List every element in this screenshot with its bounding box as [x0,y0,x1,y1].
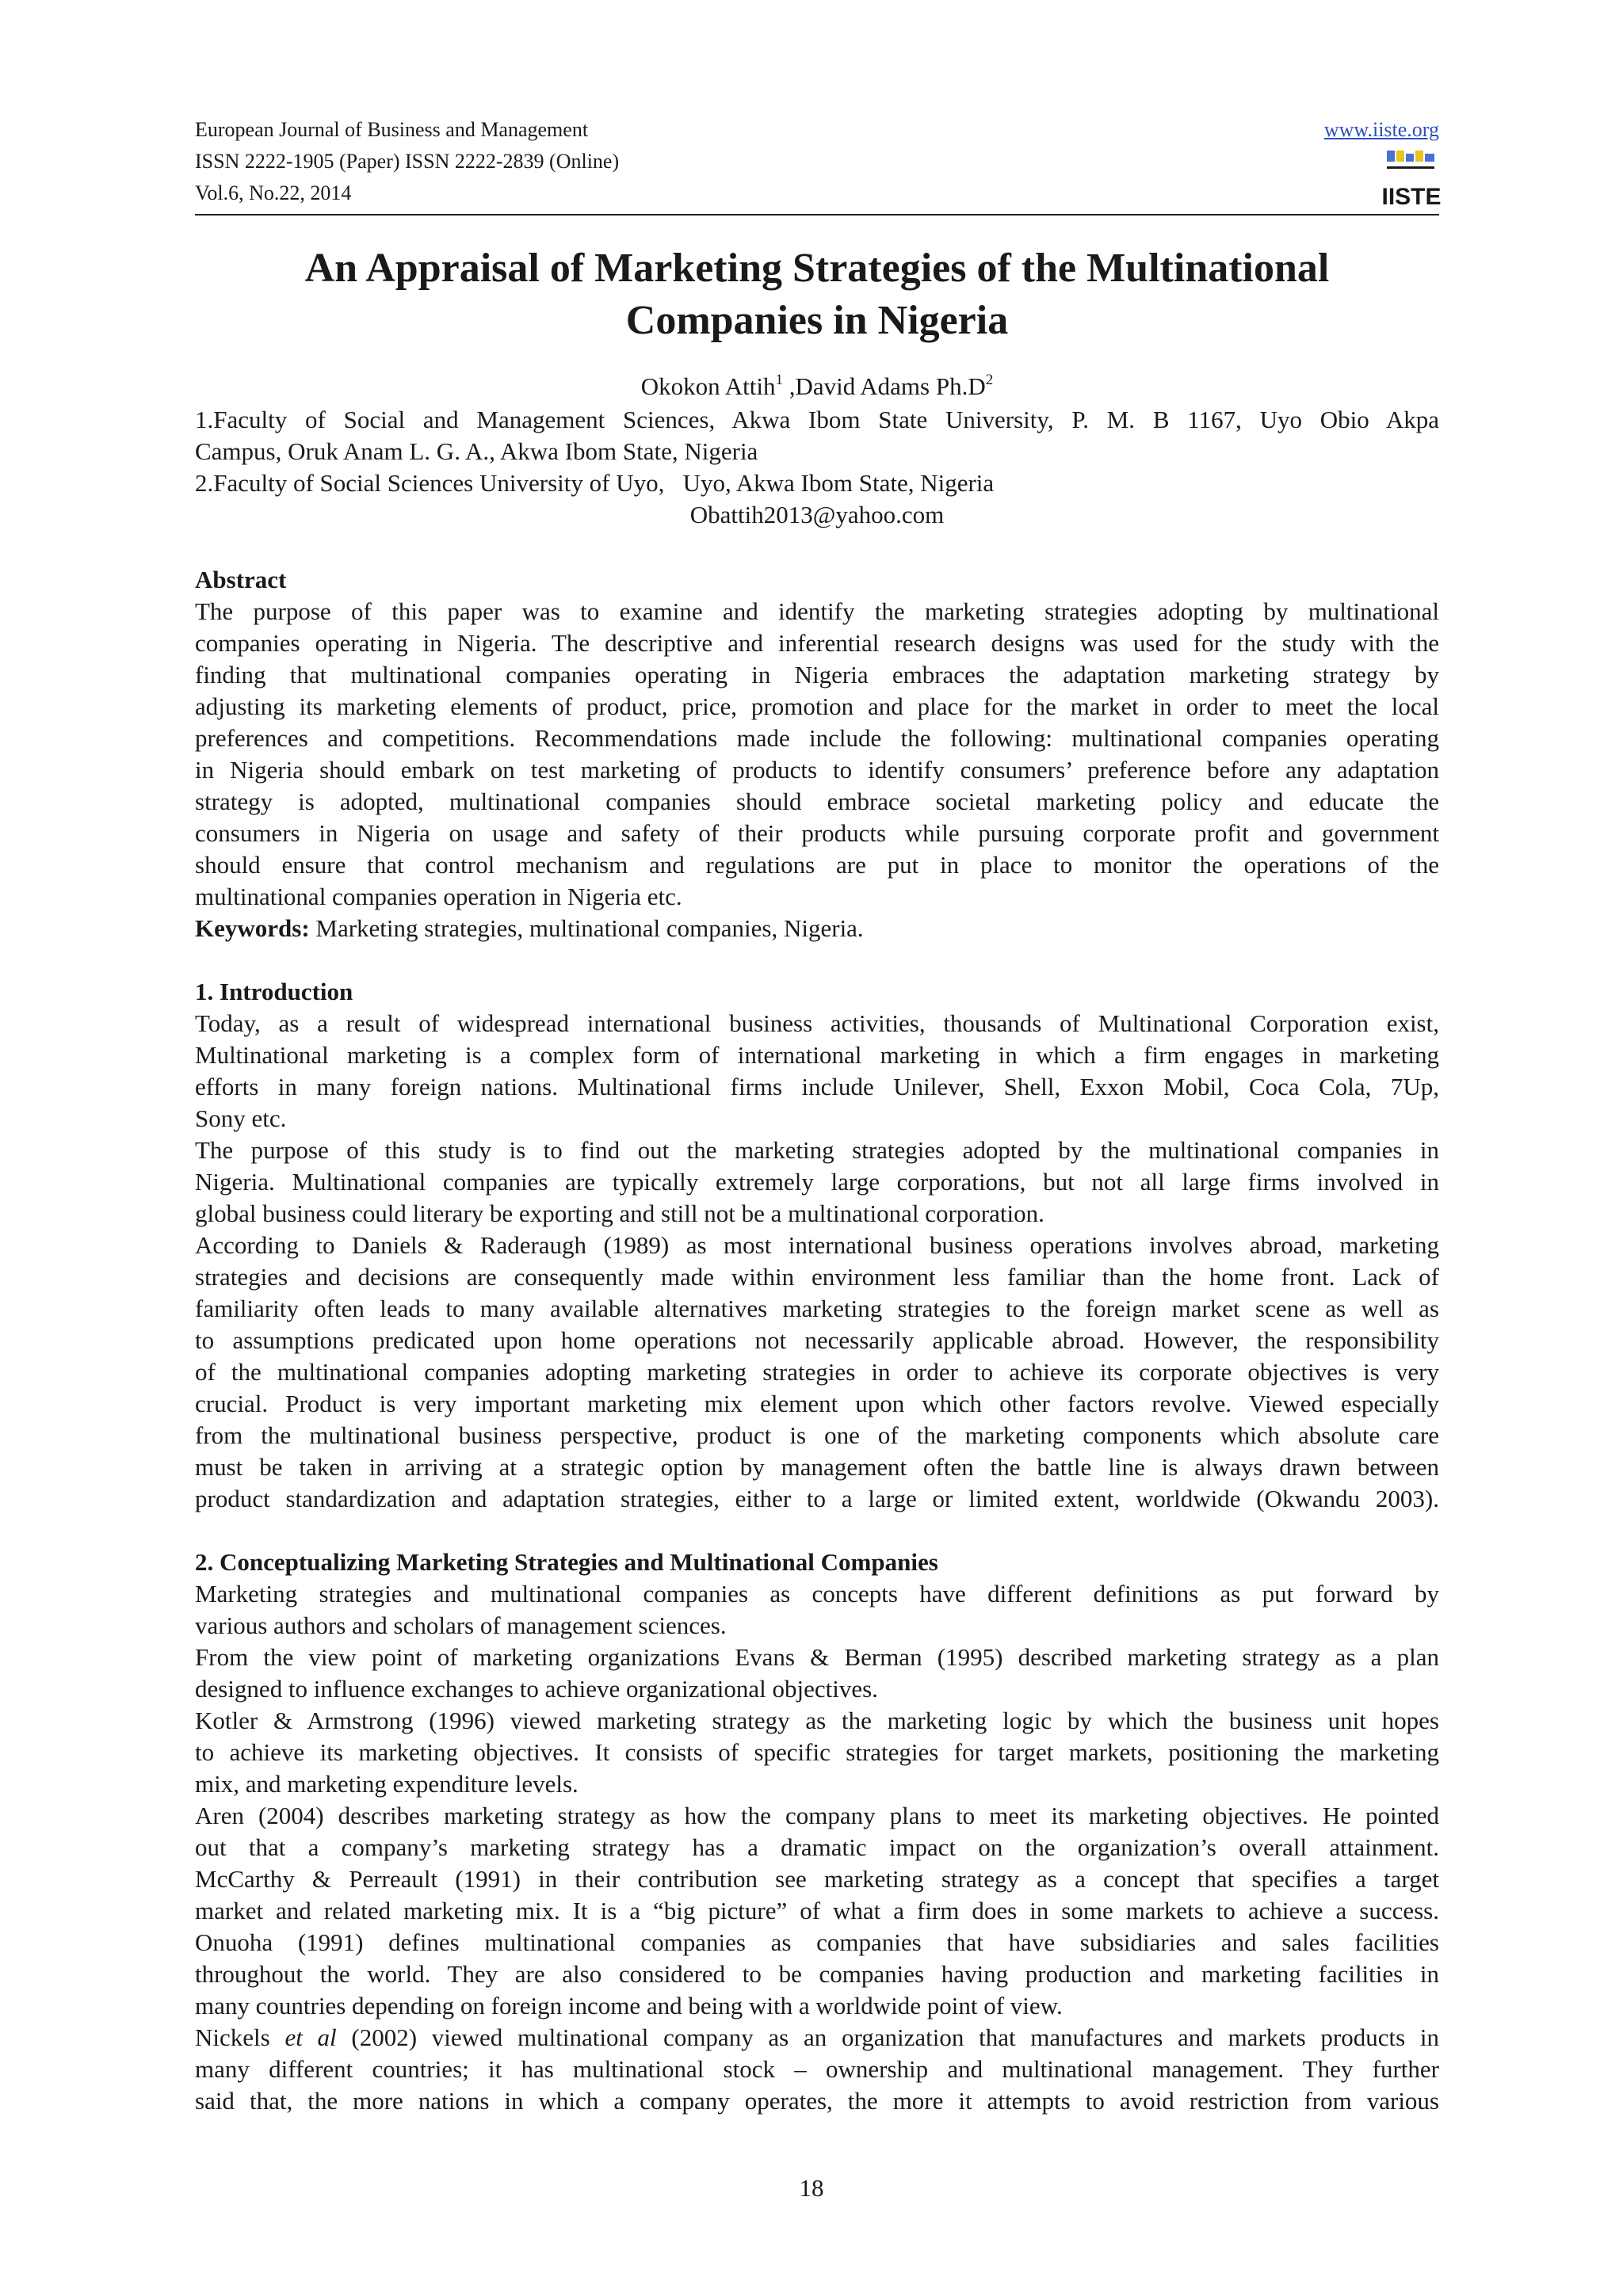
journal-header [195,114,1442,210]
text-line: Aren (2004) describes marketing strategy as how the company plans to meet its marketing objectives. He pointed [195,1802,1439,1829]
text-line: strategy is adopted, multinational companies should embrace societal marketing policy and educate the [195,788,1439,815]
text-line: of the multinational companies adopting marketing strategies in order to achieve its corporate objectives is very [195,1358,1439,1386]
text-line: should ensure that control mechanism and regulations are put in place to monitor the operations of the [195,851,1439,879]
affiliations [195,404,1439,531]
iiste-logo-icon [1381,149,1442,211]
intro-heading: 1. Introduction [195,978,353,1005]
text-line: Onuoha (1991) defines multinational companies as companies that have subsidiaries and sales facilities [195,1928,1439,1956]
text-line: familiarity often leads to many available alternatives marketing strategies to the foreign market scene as well as [195,1295,1439,1322]
author-1: Okokon Attih [640,372,776,400]
text-line: global business could literary be exporting and still not be a multinational corporation. [195,1199,1044,1227]
title-line-1: An Appraisal of Marketing Strategies of the Multinational [304,246,1330,291]
text-line: Marketing strategies and multinational companies as concepts have different definitions as put forward by [195,1580,1439,1608]
nickels-post: (2002) viewed multinational company as an organization that manufactures and markets products in [336,2023,1439,2051]
page-number: 18 [799,2174,824,2202]
text-line: to achieve its marketing objectives. It consists of specific strategies for target markets, positioning the marketing [195,1738,1439,1766]
text-line: Sony etc. [195,1104,287,1132]
author-2-sup: 2 [985,372,994,388]
text-line: said that, the more nations in which a company operates, the more it attempts to avoid restriction from various [195,2087,1439,2115]
text-line: mix, and marketing expenditure levels. [195,1770,579,1798]
section-2-tail [195,2054,1439,2117]
text-line: designed to influence exchanges to achieve organizational objectives. [195,1675,878,1703]
journal-name: European Journal of Business and Management [195,118,589,141]
section-2-heading: 2. Conceptualizing Marketing Strategies and Multinational Companies [195,1548,938,1576]
title-line-2: Companies in Nigeria [625,298,1009,343]
affiliation-1-line-1: 1.Faculty of Social and Management Sciences, Akwa Ibom State University, P. M. B 1167, Uyo Obio Akpa [195,406,1439,433]
text-line: efforts in many foreign nations. Multinational firms include Unilever, Shell, Exxon Mobil, Coca Cola, 7Up, [195,1073,1439,1100]
keywords-label: Keywords: [195,914,310,942]
text-line: must be taken in arriving at a strategic option by management often the battle line is always drawn between [195,1453,1439,1481]
nickels-line [195,2022,1439,2054]
author-2: ,David Adams Ph.D [782,372,986,400]
text-line: Nigeria. Multinational companies are typically extremely large corporations, but not all large firms involved in [195,1168,1439,1196]
text-line: strategies and decisions are consequently made within environment less familiar than the home front. Lack of [195,1263,1439,1291]
text-line: in Nigeria should embark on test marketing of products to identify consumers’ preference before any adaptation [195,756,1439,784]
text-line: various authors and scholars of management sciences. [195,1611,727,1639]
text-line: out that a company’s marketing strategy has a dramatic impact on the organization’s overall attainment. [195,1833,1439,1861]
header-rule [195,214,1439,215]
text-line: companies operating in Nigeria. The descriptive and inferential research designs was used for the study with the [195,629,1439,657]
author-line [195,371,1439,402]
journal-info [195,114,1442,210]
abstract-text [195,596,1439,913]
text-line: multinational companies operation in Nigeria etc. [195,883,682,910]
text-line: from the multinational business perspective, product is one of the marketing components which absolute care [195,1421,1439,1449]
logo-text: IISTE [1381,184,1442,210]
paper-title [195,242,1439,347]
text-line: Today, as a result of widespread international business activities, thousands of Multinational Corporation exist, [195,1009,1439,1037]
text-line: McCarthy & Perreault (1991) in their contribution see marketing strategy as a concept that specifies a target [195,1865,1439,1893]
nickels-pre: Nickels [195,2023,285,2051]
text-line: market and related marketing mix. It is a “big picture” of what a firm does in some markets to achieve a success. [195,1897,1439,1924]
text-line: crucial. Product is very important marketing mix element upon which other factors revolve. Viewed especially [195,1390,1439,1417]
text-line: adjusting its marketing elements of product, price, promotion and place for the market in order to meet the local [195,692,1439,720]
paper-body [195,564,1439,2117]
text-line: The purpose of this study is to find out the marketing strategies adopted by the multinational companies in [195,1136,1439,1164]
text-line: The purpose of this paper was to examine and identify the marketing strategies adopting by multinational [195,597,1439,625]
nickels-italic: et al [285,2023,337,2051]
keywords-line [195,913,1439,944]
journal-url-link[interactable]: www.iiste.org [1323,118,1439,141]
journal-issn: ISSN 2222-1905 (Paper) ISSN 2222-2839 (Online) [195,150,620,173]
text-line: to assumptions predicated upon home operations not necessarily applicable abroad. However, the responsibility [195,1326,1439,1354]
journal-volume: Vol.6, No.22, 2014 [195,181,352,204]
abstract-heading: Abstract [195,566,287,593]
author-email: Obattih2013@yahoo.com [689,501,945,528]
intro-text [195,1008,1439,1515]
text-line: According to Daniels & Raderaugh (1989) as most international business operations involves abroad, marketing [195,1231,1439,1259]
section-2-text [195,1578,1439,2022]
text-line: many countries depending on foreign income and being with a worldwide point of view. [195,1992,1063,2019]
affiliation-1-line-2: Campus, Oruk Anam L. G. A., Akwa Ibom State, Nigeria [195,437,758,465]
text-line: product standardization and adaptation strategies, either to a large or limited extent, worldwide (Okwandu 2003). [195,1485,1439,1512]
text-line: Multinational marketing is a complex form of international marketing in which a firm engages in marketing [195,1041,1439,1069]
keywords-text: Marketing strategies, multinational companies, Nigeria. [309,914,864,942]
affiliation-2: 2.Faculty of Social Sciences University of Uyo, Uyo, Akwa Ibom State, Nigeria [195,469,995,497]
text-line: From the view point of marketing organizations Evans & Berman (1995) described marketing strategy as a plan [195,1643,1439,1671]
text-line: throughout the world. They are also considered to be companies having production and marketing facilities in [195,1960,1439,1988]
text-line: Kotler & Armstrong (1996) viewed marketing strategy as the marketing logic by which the business unit hopes [195,1707,1439,1734]
text-line: consumers in Nigeria on usage and safety of their products while pursuing corporate profit and government [195,819,1439,847]
text-line: many different countries; it has multinational stock – ownership and multinational management. They further [195,2055,1439,2083]
text-line: finding that multinational companies operating in Nigeria embraces the adaptation marketing strategy by [195,661,1439,688]
text-line: preferences and competitions. Recommendations made include the following: multinational companies operating [195,724,1439,752]
author-1-sup: 1 [775,372,783,388]
